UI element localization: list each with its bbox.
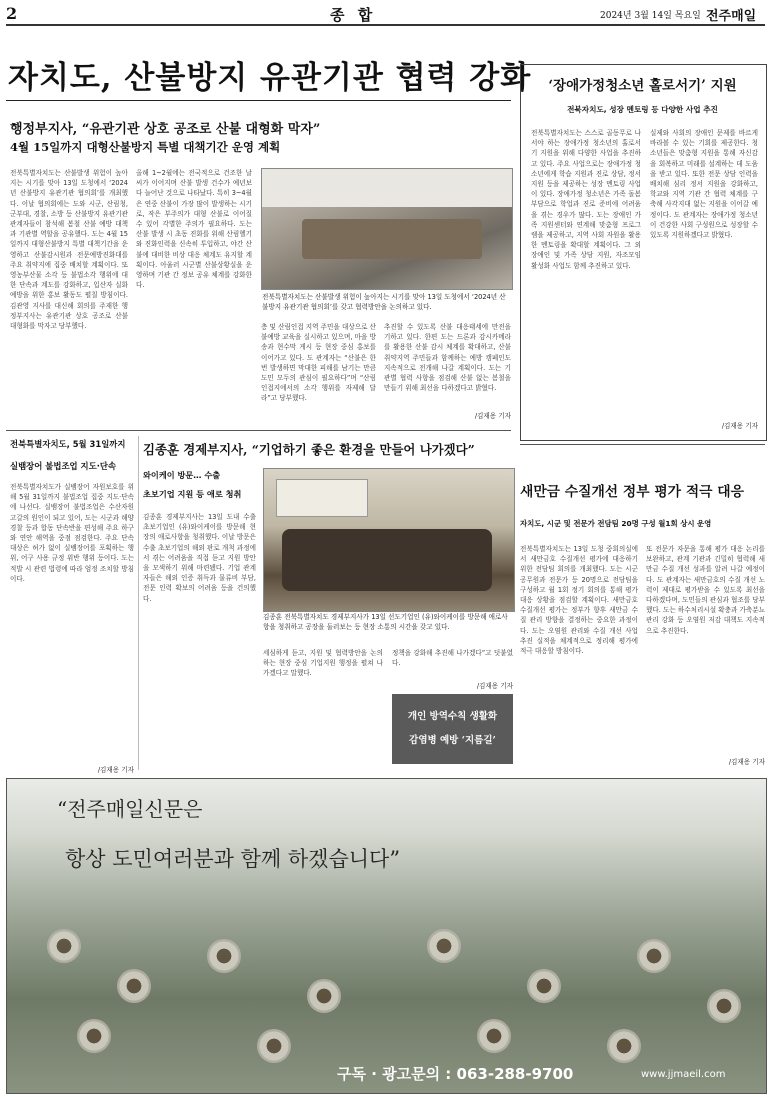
right-article-column-2: 실제와 사회의 장애인 문제를 바르게 바라볼 수 있는 기회를 제공한다. 청소년들은 맞춤형 지원을 통해 자신감을 회복하고 미래를 설계하는 데 도움을 받고 있다. 또한 전문 상담 인력을 배치해 심리 정서 지원을 강화하고, 학교와 지역 기관 간 협력 체계를 구축해 사각지대 없는 지원을 이어갈 예정이다. 도 관계자는 장애가정 청소년이 건강한 사회 구성원으로 성장할 수 있도록 지원하겠다고 밝혔다.	[650, 129, 758, 240]
section-divider	[6, 430, 511, 431]
saemangeum-column-1: 전북특별자치도는 13일 도청 중회의실에서 새만금호 수질개선 평가에 대응하기 위한 전담팀 회의를 개최했다. 도는 시군 공무원과 전문가 등 20명으로 전담팀을 구성하고 월 1회 정기 회의를 통해 평가 대응 상황을 점검할 계획이다. 새만금호 수질개선 평가는 정부가 향후 새만금 수질 관리 방향을 결정하는 중요한 과정이다. 도는 오염원 관리와 수질 개선 사업 추진 실적을 체계적으로 정리해 평가에 적극 대응할 방침이다.	[520, 545, 638, 656]
saemangeum-article-title: 새만금 수질개선 정부 평가 적극 대응	[520, 484, 744, 500]
public-notice-box	[392, 694, 513, 764]
main-column-2: 올해 1~2월에는 전국적으로 건조한 날씨가 이어지며 산불 발생 건수가 예년보다 늘어난 것으로 나타났다. 특히 3~4월은 연중 산불이 가장 많이 발생하는 시기로, 작은 부주의가 대형 산불로 이어질 수 있어 각별한 주의가 필요하다. 도는 산불 발생 시 초동 진화를 위해 산림헬기와 진화인력을 신속히 투입하고, 야간 산불에 대비한 비상 대응 체계도 유지할 계획이다. 아울러 시군별 산불상황실을 운영하며 기관 간 정보 공유 체계를 강화한다.	[136, 169, 252, 290]
eel-article-title: 전북특별자치도, 5월 31일까지	[10, 439, 126, 449]
center-article-subtitle: 초보기업 지원 등 애로 청취	[143, 489, 242, 499]
center-article-column-4: 정책을 강화해 추진해 나가겠다”고 덧붙였다.	[392, 649, 513, 668]
eel-article-byline: /김재용 기자	[97, 766, 134, 774]
main-column-3: 층 및 산림인접 지역 주민을 대상으로 산불예방 교육을 실시하고 있으며, 마을 방송과 현수막 게시 등 현장 중심 홍보를 이어가고 있다. 도 관계자는 “산불은 한 번 발생하면 막대한 피해를 남기는 만큼 도민 모두의 관심이 필요하다”며 “산림 인접지에서의 소각 행위를 자제해 달라”고 당부했다.	[261, 323, 376, 403]
center-photo-caption: 김종훈 전북특별자치도 경제부지사가 13일 선도기업인 (유)와이케이를 방문해 애로사항을 청취하고 공장을 둘러보는 등 현장 소통의 시간을 갖고 있다.	[263, 613, 508, 631]
paper-name: 전주매일	[706, 9, 757, 24]
eel-article-body: 전북특별자치도가 실뱀장어 자원보호를 위해 5월 31일까지 불법조업 집중 지도·단속에 나선다. 실뱀장어 불법조업은 수산자원 고갈의 원인이 되고 있어, 도는 시군과 해양경찰 등과 합동 단속반을 편성해 주요 하구와 연안 해역을 중점 점검한다. 주요 단속 대상은 허가 없이 실뱀장어를 포획하는 행위, 어구 사용 규정 위반 행위 등이다. 도는 적발 시 관련 법령에 따라 엄정 조치할 방침이다.	[10, 483, 134, 583]
main-subtitle-2: 4월 15일까지 대형산불방지 특별 대책기간 운영 계획	[10, 140, 281, 154]
saemangeum-byline: /김재용 기자	[728, 758, 765, 766]
section-name: 종 합	[330, 6, 377, 24]
notice-line-2: 감염병 예방 ‘지름길’	[409, 735, 496, 746]
center-article-kicker: 와이케이 방문… 수출	[143, 470, 221, 480]
main-byline: /김재용 기자	[474, 412, 511, 420]
notice-line-1: 개인 방역수칙 생활화	[407, 711, 498, 722]
center-article-title: 김종훈 경제부지사, “기업하기 좋은 환경을 만들어 나가겠다”	[143, 442, 475, 457]
main-column-4: 추진할 수 있도록 산불 대응태세에 만전을 기하고 있다. 한편 도는 드론과 감시카메라를 활용한 산불 감시 체계를 확대하고, 산불 취약지역 주민들과 함께하는 예방 캠페인도 지속적으로 전개해 나갈 계획이다. 도는 기관별 협력 사항을 점검해 산불 없는 봄철을 만들기 위해 최선을 다하겠다고 밝혔다.	[384, 323, 511, 393]
meeting-photo	[261, 168, 513, 290]
subscription-ad	[6, 778, 767, 1094]
right-article-subtitle: 전북자치도, 성장 멘토링 등 다양한 사업 추진	[567, 105, 718, 114]
center-article-column-3: 세심하게 듣고, 지원 및 협력방안을 논의하는 현장 중심 기업지원 행정을 펼쳐 나가겠다고 말했다.	[263, 649, 383, 678]
factory-visit-photo	[263, 468, 515, 612]
headline-rule	[6, 100, 511, 101]
header-rule	[6, 24, 765, 26]
page-number: 2	[6, 4, 18, 23]
center-article-column-1: 김종훈 경제부지사는 13일 도내 수출 초보기업인 (유)와이케이를 방문해 현장의 애로사항을 청취했다. 이날 방문은 수출 초보기업의 해외 판로 개척 과정에서 겪는 어려움을 직접 듣고 지원 방안을 모색하기 위해 마련됐다. 기업 관계자들은 해외 인증 취득과 물류비 부담, 전문 인력 확보의 어려움 등을 건의했다.	[143, 513, 256, 603]
ad-website: www.jjmaeil.com	[641, 1069, 726, 1080]
center-article-byline: /김재용 기자	[476, 682, 513, 690]
ad-slogan-line-2: 항상 도민여러분과 함께 하겠습니다”	[65, 847, 401, 871]
main-headline: 자치도, 산불방지 유관기관 협력 강화	[8, 60, 532, 96]
right-article-column-1: 전북특별자치도는 스스로 골동무로 나서야 하는 장애가정 청소년의 홀로서기 지원을 위해 다양한 사업을 추진하고 있다. 주요 사업으로는 장애가정 청소년에게 학습 지원과 진로 상담, 정서 지원 등을 제공하는 성장 멘토링 사업이 있다. 장애가정 청소년은 가족 돌봄 부담으로 학업과 진로 준비에 어려움을 겪는 경우가 많다. 도는 장애인 가족 지원센터와 연계해 맞춤형 프로그램을 제공하고, 지역 사회 자원을 활용한 멘토링을 확대할 계획이다. 그 외 장애인 및 가족 상담 지원, 자조모임 활성화 사업도 함께 추진하고 있다.	[531, 129, 641, 270]
right-article-byline: /김재용 기자	[721, 422, 758, 430]
main-photo-caption: 전북특별자치도는 산불발생 위험이 높아지는 시기를 맞아 13일 도청에서 ‘2024년 산불방지 유관기관 협의회’를 갖고 협력방안을 논의하고 있다.	[262, 293, 506, 311]
main-column-1: 전북특별자치도는 산불발생 위험이 높아지는 시기를 맞아 13일 도청에서 ‘2024년 산불방지 유관기관 협의회’를 개최했다. 이날 협의회에는 도와 시군, 산림청, 군부대, 경찰, 소방 등 산불방지 유관기관 관계자들이 참석해 봄철 산불 예방 대책과 기관별 역할을 공유했다. 도는 4월 15일까지 대형산불방지 특별 대책기간을 운영하고 산불감시원과 전문예방진화대를 주요 취약지에 집중 배치할 계획이다. 또 영농부산물 소각 등 불법소각 행위에 대한 단속과 계도를 강화하고, 입산자 실화 예방을 위한 홍보 활동도 펼칠 방침이다. 김관영 지사를 대신해 회의를 주재한 행정부지사는 유관기관 상호 공조로 산불 대형화를 막자고 당부했다.	[10, 169, 128, 331]
right-divider	[520, 444, 765, 445]
saemangeum-column-2: 또 전문가 자문을 통해 평가 대응 논리를 보완하고, 관계 기관과 긴밀히 협력해 새만금 수질 개선 성과를 알려 나갈 예정이다. 도 관계자는 새만금호의 수질 개선 노력이 제대로 평가받을 수 있도록 최선을 다하겠다며, 도민들의 관심과 협조를 당부했다. 도는 하수처리시설 확충과 가축분뇨 관리 강화 등 오염원 저감 대책도 지속적으로 추진한다.	[646, 545, 765, 635]
issue-date: 2024년 3월 14일 목요일	[600, 11, 701, 21]
ad-slogan-line-1: “전주매일신문은	[57, 797, 203, 821]
ad-contact: 구독 · 광고문의 : 063-288-9700	[337, 1065, 574, 1083]
saemangeum-article-subtitle: 자치도, 시군 및 전문가 전담팀 20명 구성 월1회 상시 운영	[520, 519, 712, 528]
column-divider	[138, 436, 139, 770]
right-article-title: ‘장애가정청소년 홀로서기’ 지원	[548, 78, 737, 94]
main-subtitle-1: 행정부지사, “유관기관 상호 공조로 산불 대형화 막자”	[10, 122, 321, 137]
eel-article-subtitle: 실뱀장어 불법조업 지도·단속	[10, 461, 117, 471]
